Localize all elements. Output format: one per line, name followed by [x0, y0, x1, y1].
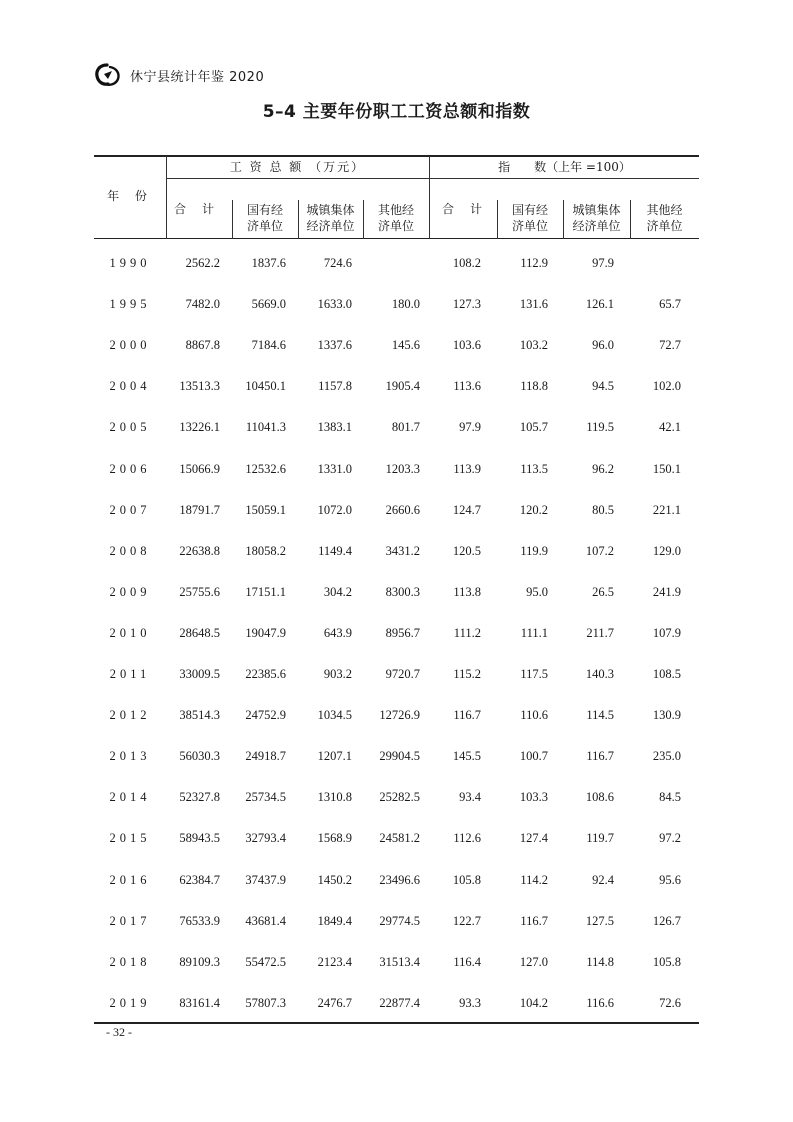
- year-cell: 2016: [109, 872, 151, 887]
- group-divider-left: [166, 178, 429, 179]
- value-cell: 5669.0: [251, 297, 286, 312]
- value-cell: 22385.6: [245, 667, 286, 681]
- value-cell: 38514.3: [179, 708, 220, 723]
- value-cell: 97.9: [592, 256, 614, 270]
- value-cell: 7184.6: [251, 338, 286, 353]
- value-cell: 150.1: [652, 461, 681, 476]
- header-index-other: 其他经 济单位: [646, 203, 683, 233]
- value-cell: 26.5: [592, 584, 614, 599]
- year-cell: 2004: [109, 379, 151, 394]
- year-cell: 2007: [109, 502, 151, 517]
- table-row: [94, 787, 699, 807]
- header-state-owned: 国有经 济单位: [246, 203, 283, 233]
- value-cell: 145.5: [452, 749, 481, 764]
- table-row: [94, 746, 699, 766]
- header-wage-total: 工 资 总 额 （万元）: [229, 160, 366, 174]
- table-row: [94, 664, 699, 684]
- value-cell: 124.7: [452, 502, 481, 517]
- value-cell: 1849.4: [317, 913, 352, 928]
- header-index-collective: 城镇集体 经济单位: [572, 203, 621, 233]
- value-cell: 120.2: [519, 502, 548, 517]
- header-collective: 城镇集体 经济单位: [306, 203, 355, 233]
- value-cell: 24918.7: [245, 749, 286, 764]
- page-header: [94, 62, 264, 88]
- value-cell: 2123.4: [317, 954, 352, 969]
- value-cell: 116.4: [453, 954, 481, 969]
- table-row: [94, 417, 699, 437]
- value-cell: 127.3: [452, 297, 481, 312]
- value-cell: 9720.7: [385, 667, 420, 681]
- value-cell: 18791.7: [179, 502, 220, 517]
- value-cell: 23496.6: [379, 872, 420, 887]
- value-cell: 93.4: [459, 790, 481, 805]
- value-cell: 116.7: [586, 749, 614, 764]
- page-title: 5–4 主要年份职工工资总额和指数: [262, 102, 531, 122]
- value-cell: 1207.1: [317, 749, 352, 764]
- value-cell: 120.5: [452, 543, 481, 558]
- value-cell: 119.5: [586, 420, 614, 435]
- yearbook-logo-icon: [94, 62, 124, 88]
- year-cell: 2006: [109, 461, 151, 476]
- value-cell: 102.0: [652, 379, 681, 394]
- value-cell: 25755.6: [179, 584, 220, 599]
- value-cell: 2476.7: [317, 995, 352, 1010]
- year-cell: 2015: [109, 831, 151, 846]
- value-cell: 12532.6: [245, 461, 286, 476]
- value-cell: 29904.5: [379, 749, 420, 764]
- value-cell: 108.2: [452, 256, 481, 270]
- value-cell: 11041.3: [245, 420, 286, 435]
- value-cell: 114.5: [586, 708, 614, 723]
- page-number: - 32 -: [106, 1025, 132, 1039]
- value-cell: 130.9: [652, 708, 681, 723]
- value-cell: 3431.2: [385, 543, 420, 558]
- value-cell: 100.7: [519, 749, 548, 764]
- value-cell: 104.2: [519, 995, 548, 1010]
- value-cell: 103.2: [519, 338, 548, 353]
- value-cell: 1157.8: [318, 379, 352, 394]
- value-cell: 1383.1: [317, 420, 352, 435]
- value-cell: 89109.3: [179, 954, 220, 969]
- value-cell: 56030.3: [179, 749, 220, 764]
- value-cell: 93.3: [459, 995, 481, 1010]
- table-row: [94, 870, 699, 890]
- year-cell: 2013: [109, 749, 151, 764]
- value-cell: 43681.4: [245, 913, 286, 928]
- header-other: 其他经 济单位: [377, 203, 414, 233]
- value-cell: 19047.9: [245, 625, 286, 640]
- value-cell: 105.7: [519, 420, 548, 435]
- value-cell: 97.9: [459, 420, 481, 435]
- value-cell: 17151.1: [245, 584, 286, 599]
- book-title: 休宁县统计年鉴 2020: [130, 69, 265, 85]
- table-row: [94, 500, 699, 520]
- value-cell: 92.4: [592, 872, 614, 887]
- value-cell: 241.9: [652, 584, 681, 599]
- value-cell: 1149.4: [318, 543, 352, 558]
- value-cell: 7482.0: [185, 297, 220, 312]
- year-cell: 2019: [109, 995, 151, 1010]
- value-cell: 140.3: [585, 667, 614, 681]
- header-bottom-rule: [94, 238, 699, 239]
- header-index-state-owned: 国有经 济单位: [511, 203, 548, 233]
- value-cell: 25734.5: [245, 790, 286, 805]
- year-cell: 2018: [109, 954, 151, 969]
- value-cell: 22877.4: [379, 995, 420, 1010]
- value-cell: 28648.5: [179, 625, 220, 640]
- value-cell: 76533.9: [179, 913, 220, 928]
- value-cell: 116.7: [453, 708, 481, 723]
- table-row: [94, 993, 699, 1013]
- header-total: 合 计: [174, 202, 217, 216]
- table-top-rule: [94, 155, 699, 157]
- value-cell: 2562.2: [185, 256, 220, 270]
- table-row: [94, 253, 699, 273]
- value-cell: 211.7: [586, 625, 614, 640]
- value-cell: 84.5: [659, 790, 681, 805]
- value-cell: 643.9: [323, 625, 352, 640]
- table-row: [94, 828, 699, 848]
- value-cell: 62384.7: [179, 872, 220, 887]
- value-cell: 15066.9: [179, 461, 220, 476]
- header-index: 指 数（上年 =100）: [498, 160, 631, 174]
- year-cell: 1995: [109, 297, 151, 312]
- year-cell: 2008: [109, 543, 151, 558]
- value-cell: 724.6: [323, 256, 352, 270]
- value-cell: 22638.8: [179, 543, 220, 558]
- table-row: [94, 376, 699, 396]
- table-row: [94, 459, 699, 479]
- header-year: 年 份: [107, 189, 153, 203]
- table-row: [94, 623, 699, 643]
- value-cell: 145.6: [391, 338, 420, 353]
- value-cell: 127.0: [519, 954, 548, 969]
- value-cell: 801.7: [391, 420, 420, 435]
- table-row: [94, 294, 699, 314]
- value-cell: 80.5: [592, 502, 614, 517]
- value-cell: 2660.6: [385, 502, 420, 517]
- value-cell: 127.4: [519, 831, 548, 846]
- value-cell: 126.7: [652, 913, 681, 928]
- value-cell: 105.8: [652, 954, 681, 969]
- value-cell: 31513.4: [379, 954, 420, 969]
- value-cell: 126.1: [585, 297, 614, 312]
- value-cell: 113.5: [520, 461, 548, 476]
- value-cell: 29774.5: [379, 913, 420, 928]
- value-cell: 1034.5: [317, 708, 352, 723]
- value-cell: 180.0: [391, 297, 420, 312]
- year-cell: 2000: [109, 338, 151, 353]
- value-cell: 114.2: [520, 872, 548, 887]
- value-cell: 65.7: [659, 297, 681, 312]
- value-cell: 122.7: [452, 913, 481, 928]
- value-cell: 105.8: [452, 872, 481, 887]
- value-cell: 1072.0: [317, 502, 352, 517]
- value-cell: 52327.8: [179, 790, 220, 805]
- year-cell: 2014: [109, 790, 151, 805]
- year-cell: 2012: [109, 708, 151, 723]
- value-cell: 118.8: [520, 379, 548, 394]
- value-cell: 8867.8: [185, 338, 220, 353]
- year-cell: 2009: [109, 584, 151, 599]
- value-cell: 1633.0: [317, 297, 352, 312]
- value-cell: 10450.1: [245, 379, 286, 394]
- value-cell: 15059.1: [245, 502, 286, 517]
- value-cell: 1203.3: [385, 461, 420, 476]
- value-cell: 116.7: [520, 913, 548, 928]
- value-cell: 903.2: [323, 667, 352, 681]
- value-cell: 57807.3: [245, 995, 286, 1010]
- value-cell: 32793.4: [245, 831, 286, 846]
- value-cell: 33009.5: [179, 667, 220, 681]
- value-cell: 111.2: [453, 625, 481, 640]
- value-cell: 18058.2: [245, 543, 286, 558]
- value-cell: 1837.6: [251, 256, 286, 270]
- value-cell: 112.6: [453, 831, 481, 846]
- value-cell: 1331.0: [317, 461, 352, 476]
- table-row: [94, 952, 699, 972]
- value-cell: 96.2: [592, 461, 614, 476]
- value-cell: 24752.9: [245, 708, 286, 723]
- value-cell: 235.0: [652, 749, 681, 764]
- value-cell: 1310.8: [317, 790, 352, 805]
- value-cell: 55472.5: [245, 954, 286, 969]
- value-cell: 113.8: [453, 584, 481, 599]
- value-cell: 111.1: [520, 625, 548, 640]
- value-cell: 115.2: [453, 667, 481, 681]
- value-cell: 114.8: [586, 954, 614, 969]
- value-cell: 58943.5: [179, 831, 220, 846]
- value-cell: 110.6: [520, 708, 548, 723]
- value-cell: 72.6: [659, 995, 681, 1010]
- value-cell: 117.5: [520, 667, 548, 681]
- value-cell: 221.1: [652, 502, 681, 517]
- table-row: [94, 911, 699, 931]
- value-cell: 13226.1: [179, 420, 220, 435]
- table-row: [94, 335, 699, 355]
- table-row: [94, 705, 699, 725]
- value-cell: 97.2: [659, 831, 681, 846]
- value-cell: 83161.4: [179, 995, 220, 1010]
- value-cell: 119.7: [586, 831, 614, 846]
- value-cell: 119.9: [520, 543, 548, 558]
- value-cell: 107.2: [585, 543, 614, 558]
- value-cell: 94.5: [592, 379, 614, 394]
- table-bottom-rule: [94, 1022, 699, 1024]
- value-cell: 103.3: [519, 790, 548, 805]
- table-row: [94, 541, 699, 561]
- value-cell: 8300.3: [385, 584, 420, 599]
- value-cell: 1905.4: [385, 379, 420, 394]
- value-cell: 1568.9: [317, 831, 352, 846]
- value-cell: 108.5: [652, 667, 681, 681]
- group-divider-right: [430, 178, 699, 179]
- value-cell: 1450.2: [317, 872, 352, 887]
- value-cell: 129.0: [652, 543, 681, 558]
- value-cell: 42.1: [659, 420, 681, 435]
- table-row: [94, 582, 699, 602]
- value-cell: 12726.9: [379, 708, 420, 723]
- value-cell: 112.9: [520, 256, 548, 270]
- year-cell: 2017: [109, 913, 151, 928]
- value-cell: 37437.9: [245, 872, 286, 887]
- value-cell: 127.5: [585, 913, 614, 928]
- value-cell: 304.2: [323, 584, 352, 599]
- value-cell: 96.0: [592, 338, 614, 353]
- value-cell: 103.6: [452, 338, 481, 353]
- value-cell: 25282.5: [379, 790, 420, 805]
- value-cell: 95.6: [659, 872, 681, 887]
- year-cell: 2010: [109, 625, 151, 640]
- year-cell: 1990: [109, 256, 151, 270]
- value-cell: 13513.3: [179, 379, 220, 394]
- value-cell: 1337.6: [317, 338, 352, 353]
- value-cell: 107.9: [652, 625, 681, 640]
- year-cell: 2011: [109, 667, 151, 681]
- value-cell: 116.6: [586, 995, 614, 1010]
- value-cell: 113.9: [453, 461, 481, 476]
- year-cell: 2005: [109, 420, 151, 435]
- value-cell: 131.6: [519, 297, 548, 312]
- value-cell: 95.0: [526, 584, 548, 599]
- header-index-total: 合 计: [442, 202, 485, 216]
- value-cell: 8956.7: [385, 625, 420, 640]
- value-cell: 113.6: [453, 379, 481, 394]
- value-cell: 72.7: [659, 338, 681, 353]
- value-cell: 24581.2: [379, 831, 420, 846]
- value-cell: 108.6: [585, 790, 614, 805]
